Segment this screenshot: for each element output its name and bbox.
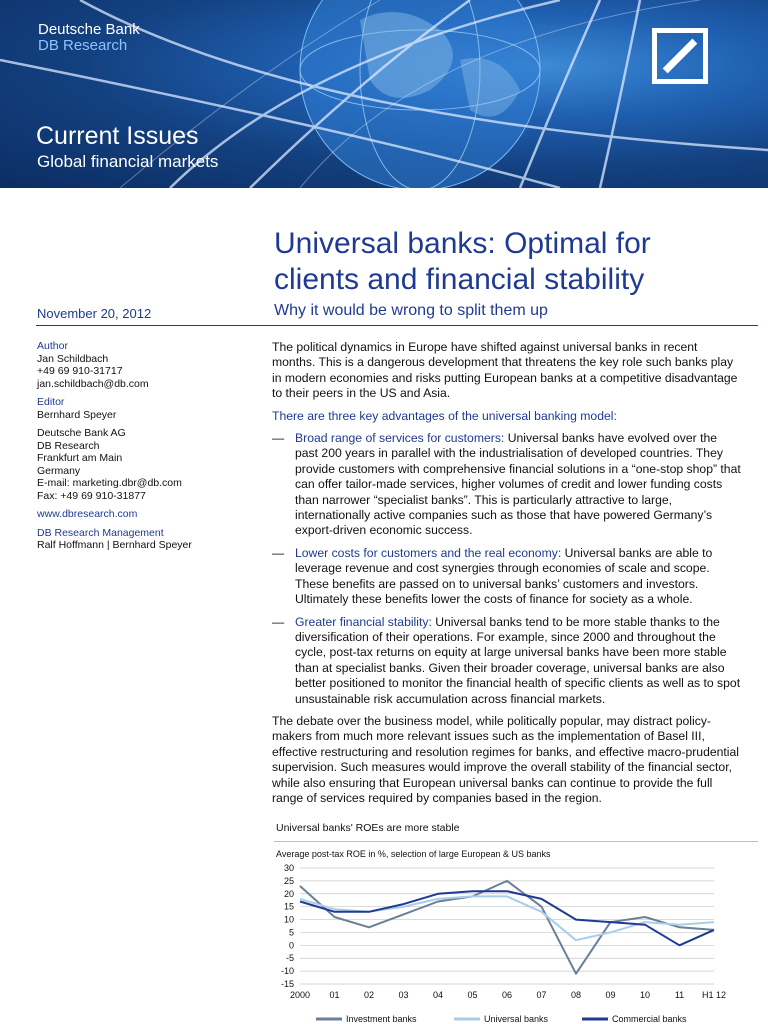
x-tick-label: 10 [639, 990, 651, 1000]
editor-block [37, 396, 257, 421]
editor-name: Bernhard Speyer [37, 408, 117, 421]
chart-subtitle: Average post-tax ROE in %, selection of large European & US banks [276, 849, 551, 859]
x-tick-label: 2000 [289, 990, 311, 1000]
publication-date: November 20, 2012 [37, 306, 152, 321]
chart-divider [274, 841, 758, 842]
x-tick-label: 08 [570, 990, 582, 1000]
bullet-dash: — [272, 431, 285, 446]
bullet-heading: Lower costs for customers and the real economy: [295, 545, 562, 560]
y-tick-label: 15 [283, 901, 294, 912]
editor-label: Editor [37, 396, 65, 408]
contact-fax: Fax: +49 69 910-31877 [37, 489, 146, 502]
brand-block [38, 22, 140, 54]
x-tick-label: 07 [536, 990, 547, 1000]
header-banner [0, 0, 768, 188]
bullet-heading: Greater financial stability: [295, 614, 432, 629]
brand-name: Deutsche Bank [38, 21, 140, 38]
legend-label: Investment banks [346, 1014, 417, 1024]
y-tick-label: -5 [285, 953, 294, 964]
y-tick-label: 10 [283, 914, 294, 925]
roe-line-chart [270, 860, 760, 1024]
title-divider [36, 325, 758, 326]
bullet-text: Universal banks are able to leverage revenue and cost synergies through economies of scale and scope. These benefits are passed on to universal banks’ customers and investors. Ultimately these benefits lower the costs of finance for society as a whole. [295, 545, 713, 607]
author-email[interactable]: jan.schildbach@db.com [37, 377, 149, 390]
x-tick-label: 03 [398, 990, 409, 1000]
x-tick-label: 02 [363, 990, 375, 1000]
legend-label: Universal banks [484, 1014, 549, 1024]
closing-paragraph: The debate over the business model, while politically popular, may distract policy-makers from much more relevant issues such as the implementation of Basel III, effective restructuring and resolution regimes for banks, and effective macro-prudential supervision. Such measures would improve the overall stability of the financial sector, while also ensuring that European universal banks can continue to provide the full range of services required by companies based in the region. [272, 713, 739, 805]
management-names: Ralf Hoffmann | Bernhard Speyer [37, 539, 192, 551]
y-tick-label: -15 [280, 979, 294, 989]
logo-slash [663, 39, 698, 74]
author-name: Jan Schildbach [37, 352, 109, 365]
web-block [37, 508, 257, 521]
contact-email[interactable]: E-mail: marketing.dbr@db.com [37, 477, 182, 489]
x-tick-label: 04 [432, 990, 444, 1000]
website-link[interactable]: www.dbresearch.com [37, 508, 138, 520]
bullet-text: Universal banks have evolved over the past 200 years in parallel with the industrialisation of developed countries. They provide customers with comprehensive financial solutions in a “one-stop shop” that can offer tailor-made services, higher volumes of credit and lower funding costs than narrower “specialist banks”. This is particularly attractive to large, internationally active companies such as those that have powered Germany’s export-driven economic success. [295, 431, 741, 538]
series-subtitle: Global financial markets [37, 152, 219, 171]
legend-label: Commercial banks [612, 1014, 687, 1024]
contact-block [37, 427, 257, 502]
bullet-dash: — [272, 545, 285, 560]
author-phone: +49 69 910-31717 [37, 365, 123, 377]
author-block [37, 340, 257, 390]
lead-paragraph: There are three key advantages of the universal banking model: [272, 408, 617, 423]
bullet-dash: — [272, 614, 285, 629]
bullet-item [272, 615, 742, 707]
bullet-heading: Broad range of services for customers: [295, 431, 505, 446]
y-tick-label: 30 [283, 863, 294, 873]
company-name: Deutsche Bank AG [37, 427, 126, 439]
page-title: Universal banks: Optimal for clients and financial stability [274, 227, 651, 296]
sidebar [37, 340, 257, 558]
bullet-item [272, 431, 742, 539]
management-label: DB Research Management [37, 526, 164, 539]
author-label: Author [37, 340, 68, 352]
x-tick-label: 05 [467, 990, 478, 1000]
y-tick-label: -10 [280, 966, 294, 977]
x-tick-label: 09 [605, 990, 616, 1000]
y-tick-label: 0 [288, 940, 294, 951]
bullet-text: Universal banks tend to be more stable thanks to the diversification of their operations. For example, since 2000 and throughout the cycle, post-tax returns on equity at large universal banks have been more stable than at specialist banks. Given their broader coverage, universal banks are also better positioned to monitor the financial health of specific clients as well as to spot unsustainable risk accumulation across financial markets. [295, 614, 741, 706]
management-block [37, 527, 257, 552]
x-tick-label: H1 12 [701, 990, 727, 1000]
bullet-item [272, 546, 742, 608]
intro-paragraph: The political dynamics in Europe have shifted against universal banks in recent months. This is a dangerous development that threatens the key role such banks play in modern economies and risks putting European banks at a competitive disadvantage to their peers in the US and Asia. [272, 340, 738, 401]
series-title: Current Issues [36, 122, 199, 150]
y-tick-label: 25 [283, 875, 294, 886]
y-tick-label: 5 [288, 927, 294, 938]
x-tick-label: 01 [329, 990, 340, 1000]
country: Germany [37, 464, 81, 477]
x-tick-label: 11 [674, 990, 685, 1000]
page-subtitle: Why it would be wrong to split them up [274, 302, 548, 319]
x-tick-label: 06 [501, 990, 513, 1000]
series-line [300, 881, 714, 974]
brand-sub: DB Research [38, 37, 128, 54]
article-body [272, 340, 742, 813]
city: Frankfurt am Main [37, 452, 123, 464]
dept-name: DB Research [37, 439, 100, 452]
chart-title: Universal banks' ROEs are more stable [276, 822, 460, 834]
deutsche-bank-logo-icon [652, 28, 708, 84]
y-tick-label: 20 [283, 888, 294, 899]
